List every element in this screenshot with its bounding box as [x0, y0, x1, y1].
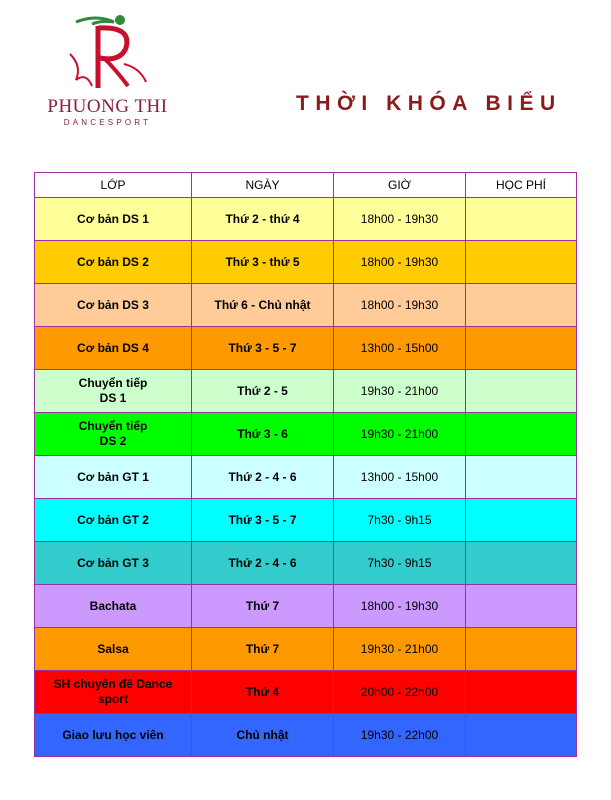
time-cell: 7h30 - 9h15: [334, 542, 466, 585]
table-row: [35, 327, 577, 370]
class-cell: Cơ bản GT 3: [35, 542, 192, 585]
day-cell: Thứ 7: [192, 585, 334, 628]
logo: [40, 8, 175, 126]
class-cell: Cơ bản DS 1: [35, 198, 192, 241]
class-cell: Chuyển tiếp DS 2: [35, 413, 192, 456]
fee-cell: [466, 499, 577, 542]
table-row: [35, 456, 577, 499]
table-row: [35, 542, 577, 585]
fee-cell: [466, 456, 577, 499]
fee-cell: [466, 198, 577, 241]
time-cell: 19h30 - 21h00: [334, 628, 466, 671]
brand-subtitle: DANCESPORT: [63, 118, 152, 127]
class-cell: Cơ bản GT 1: [35, 456, 192, 499]
fee-cell: [466, 542, 577, 585]
day-cell: Chủ nhật: [192, 714, 334, 757]
table-row: [35, 370, 577, 413]
class-cell: SH chuyên đề Dance sport: [35, 671, 192, 714]
class-cell: Salsa: [35, 628, 192, 671]
time-cell: 13h00 - 15h00: [334, 327, 466, 370]
header-row: [35, 173, 577, 198]
fee-cell: [466, 628, 577, 671]
day-cell: Thứ 7: [192, 628, 334, 671]
header-time: GIỜ: [334, 173, 466, 198]
header-fee: HỌC PHÍ: [466, 173, 577, 198]
time-cell: 13h00 - 15h00: [334, 456, 466, 499]
time-cell: 7h30 - 9h15: [334, 499, 466, 542]
time-cell: 20h00 - 22h00: [334, 671, 466, 714]
fee-cell: [466, 671, 577, 714]
fee-cell: [466, 241, 577, 284]
time-cell: 18h00 - 19h30: [334, 585, 466, 628]
time-cell: 18h00 - 19h30: [334, 284, 466, 327]
day-cell: Thứ 3 - 6: [192, 413, 334, 456]
header-day: NGÀY: [192, 173, 334, 198]
table-row: [35, 714, 577, 757]
day-cell: Thứ 2 - 5: [192, 370, 334, 413]
day-cell: Thứ 2 - 4 - 6: [192, 456, 334, 499]
class-cell: Chuyển tiếp DS 1: [35, 370, 192, 413]
class-cell: Cơ bản DS 4: [35, 327, 192, 370]
day-cell: Thứ 2 - thứ 4: [192, 198, 334, 241]
class-cell: Cơ bản DS 3: [35, 284, 192, 327]
fee-cell: [466, 585, 577, 628]
time-cell: 19h30 - 21h00: [334, 413, 466, 456]
day-cell: Thứ 2 - 4 - 6: [192, 542, 334, 585]
brand-name: PHUONG THI: [47, 96, 168, 117]
header-class: LỚP: [35, 173, 192, 198]
time-cell: 18h00 - 19h30: [334, 198, 466, 241]
table-row: [35, 499, 577, 542]
class-cell: Bachata: [35, 585, 192, 628]
table-row: [35, 413, 577, 456]
schedule-table: [34, 172, 577, 757]
time-cell: 19h30 - 22h00: [334, 714, 466, 757]
class-cell: Cơ bản GT 2: [35, 499, 192, 542]
table-row: [35, 241, 577, 284]
day-cell: Thứ 4: [192, 671, 334, 714]
table-row: [35, 585, 577, 628]
day-cell: Thứ 3 - thứ 5: [192, 241, 334, 284]
fee-cell: [466, 714, 577, 757]
table-row: [35, 671, 577, 714]
dancer-logo-icon: [62, 8, 154, 96]
time-cell: 18h00 - 19h30: [334, 241, 466, 284]
day-cell: Thứ 6 - Chủ nhật: [192, 284, 334, 327]
fee-cell: [466, 413, 577, 456]
time-cell: 19h30 - 21h00: [334, 370, 466, 413]
table-row: [35, 628, 577, 671]
fee-cell: [466, 327, 577, 370]
day-cell: Thứ 3 - 5 - 7: [192, 327, 334, 370]
page-title: THỜI KHÓA BIỂU: [296, 92, 562, 115]
class-cell: Giao lưu học viên: [35, 714, 192, 757]
table-row: [35, 284, 577, 327]
fee-cell: [466, 370, 577, 413]
day-cell: Thứ 3 - 5 - 7: [192, 499, 334, 542]
table-row: [35, 198, 577, 241]
class-cell: Cơ bản DS 2: [35, 241, 192, 284]
fee-cell: [466, 284, 577, 327]
